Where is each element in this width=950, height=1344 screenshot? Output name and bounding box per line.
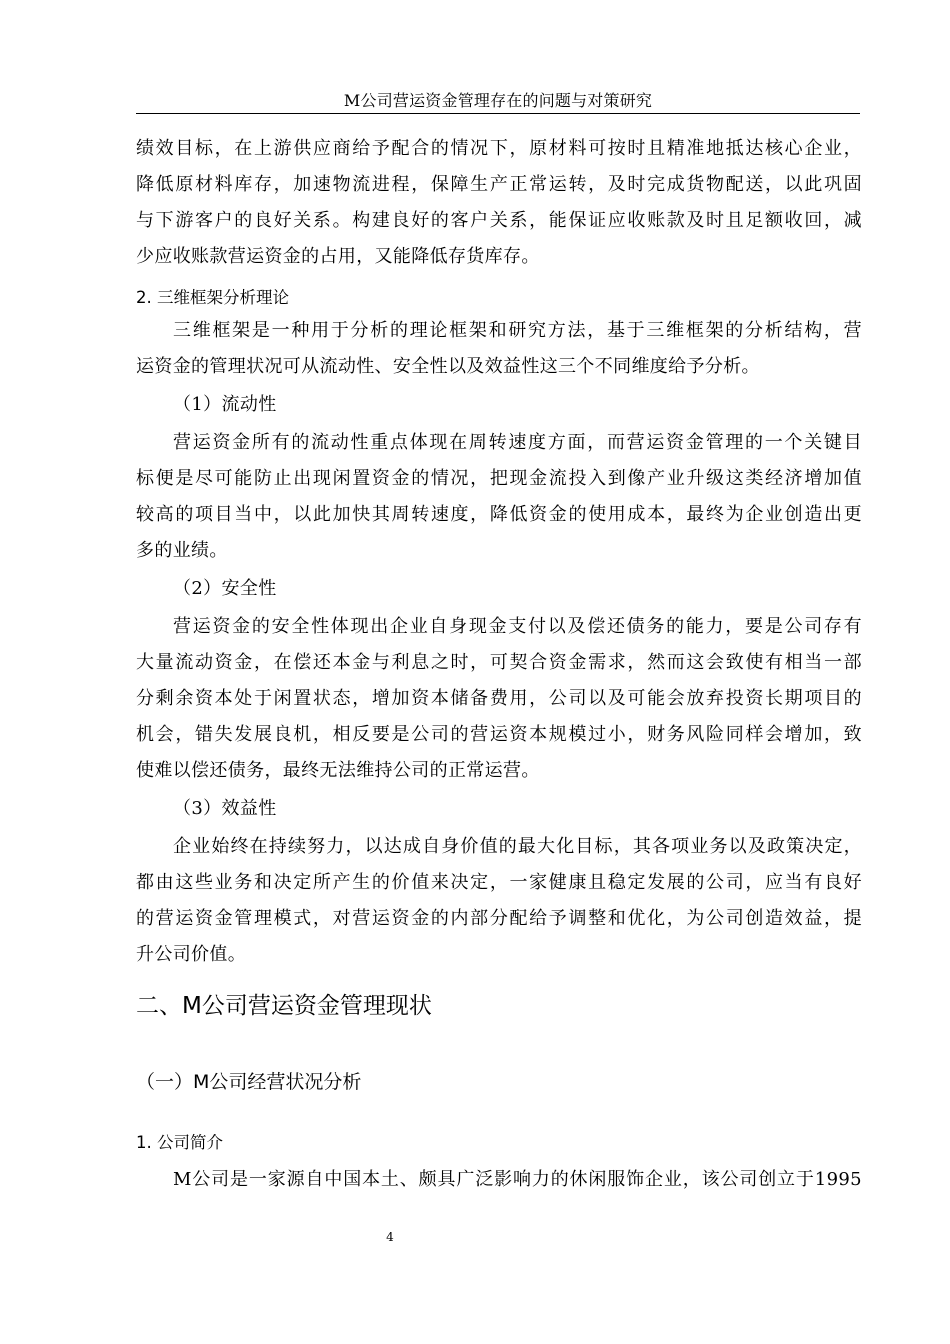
paragraph-line: 三维框架是一种用于分析的理论框架和研究方法，基于三维框架的分析结构，营 <box>173 320 862 341</box>
subsection-heading: （1）流动性 <box>173 394 277 415</box>
paragraph-line: 机会，错失发展良机，相反要是公司的营运资本规模过小，财务风险同样会增加，致 <box>136 724 862 745</box>
section-heading: 2. 三维框架分析理论 <box>136 288 289 307</box>
paragraph-line: 与下游客户的良好关系。构建良好的客户关系，能保证应收账款及时且足额收回，减 <box>136 210 862 231</box>
paragraph-line: 降低原材料库存，加速物流进程，保障生产正常运转，及时完成货物配送，以此巩固 <box>136 174 862 195</box>
subsection-heading: （3）效益性 <box>173 798 277 819</box>
subsection-heading: 1. 公司简介 <box>136 1133 223 1152</box>
paragraph-line: 较高的项目当中，以此加快其周转速度，降低资金的使用成本，最终为企业创造出更 <box>136 504 862 525</box>
paragraph-line: 标便是尽可能防止出现闲置资金的情况，把现金流投入到像产业升级这类经济增加值 <box>136 468 862 489</box>
paragraph-line: 少应收账款营运资金的占用，又能降低存货库存。 <box>136 246 540 267</box>
paragraph-line: 绩效目标，在上游供应商给予配合的情况下，原材料可按时且精准地抵达核心企业， <box>136 138 862 159</box>
paragraph-line: 运资金的管理状况可从流动性、安全性以及效益性这三个不同维度给予分析。 <box>136 356 760 377</box>
paragraph-line: M公司是一家源自中国本土、颇具广泛影响力的休闲服饰企业，该公司创立于1995 <box>173 1169 862 1190</box>
paragraph-line: 多的业绩。 <box>136 540 228 561</box>
section-heading: （一）M公司经营状况分析 <box>136 1071 362 1093</box>
paragraph-line: 企业始终在持续努力，以达成自身价值的最大化目标，其各项业务以及政策决定， <box>173 836 862 857</box>
paragraph-line: 的营运资金管理模式，对营运资金的内部分配给予调整和优化，为公司创造效益，提 <box>136 908 862 929</box>
paragraph-line: 营运资金所有的流动性重点体现在周转速度方面，而营运资金管理的一个关键目 <box>173 432 862 453</box>
chapter-heading: 二、M公司营运资金管理现状 <box>136 993 432 1019</box>
paragraph-line: 都由这些业务和决定所产生的价值来决定，一家健康且稳定发展的公司，应当有良好 <box>136 872 862 893</box>
paragraph-line: 营运资金的安全性体现出企业自身现金支付以及偿还债务的能力，要是公司存有 <box>173 616 862 637</box>
paragraph-line: 升公司价值。 <box>136 944 247 965</box>
paragraph-line: 使难以偿还债务，最终无法维持公司的正常运营。 <box>136 760 540 781</box>
paragraph-line: 分剩余资本处于闲置状态，增加资本储备费用，公司以及可能会放弃投资长期项目的 <box>136 688 862 709</box>
page-number: 4 <box>386 1230 394 1244</box>
running-header: M公司营运资金管理存在的问题与对策研究 <box>343 91 653 110</box>
subsection-heading: （2）安全性 <box>173 578 277 599</box>
paragraph-line: 大量流动资金，在偿还本金与利息之时，可契合资金需求，然而这会致使有相当一部 <box>136 652 862 673</box>
header-divider <box>136 113 860 114</box>
